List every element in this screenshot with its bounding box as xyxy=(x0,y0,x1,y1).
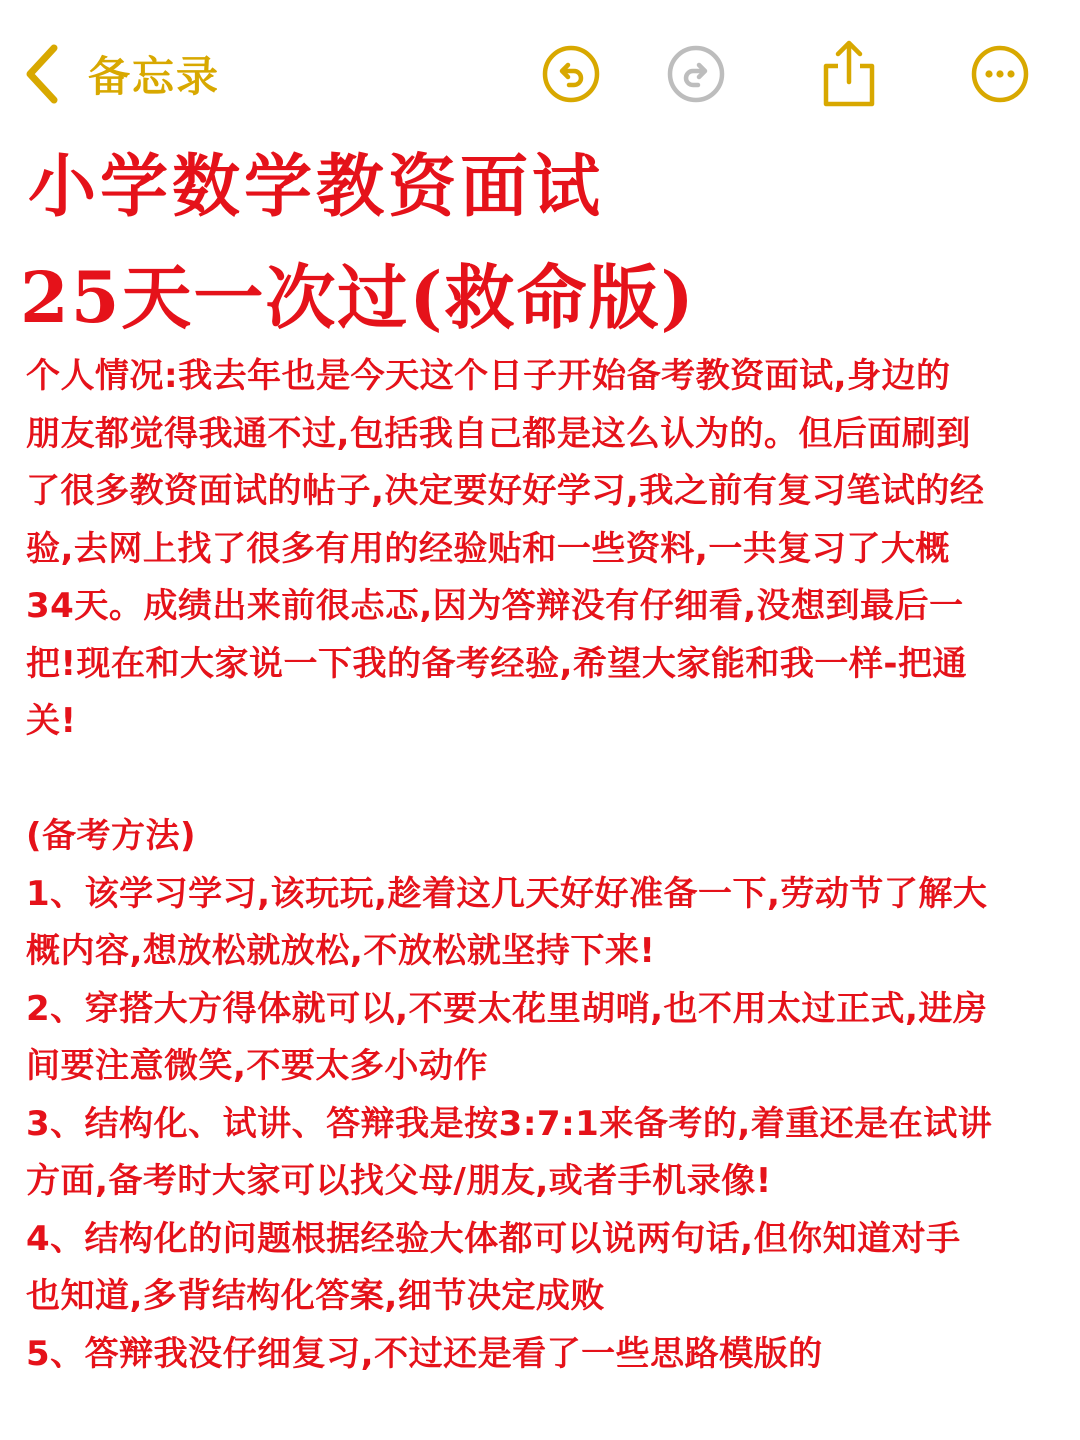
undo-icon xyxy=(541,44,601,104)
redo-button[interactable] xyxy=(666,44,726,104)
note-line: 4、结构化的问题根据经验大体都可以说两句话,但你知道对手 xyxy=(26,1218,961,1259)
note-line: 1、该学习学习,该玩玩,趁着这几天好好准备一下,劳动节了解大 xyxy=(26,873,988,914)
note-line: 个人情况:我去年也是今天这个日子开始备考教资面试,身边的 xyxy=(26,356,951,396)
share-button[interactable] xyxy=(818,38,880,108)
share-icon xyxy=(818,38,880,108)
note-title-line2: 25天一次过(救命版) xyxy=(20,256,696,339)
note-line: 了很多教资面试的帖子,决定要好好学习,我之前有复习笔试的经 xyxy=(26,471,985,511)
note-line: 方面,备考时大家可以找父母/朋友,或者手机录像! xyxy=(26,1161,772,1201)
back-button[interactable] xyxy=(22,42,220,106)
note-body[interactable] xyxy=(26,348,1066,1383)
note-line: 验,去网上找了很多有用的经验贴和一些资料,一共复习了大概 xyxy=(26,528,950,569)
chevron-left-icon xyxy=(22,42,62,106)
note-line: 34天。成绩出来前很忐忑,因为答辩没有仔细看,没想到最后一 xyxy=(26,586,964,626)
note-line: 也知道,多背结构化答案,细节决定成败 xyxy=(26,1276,605,1316)
note-line: 3、结构化、试讲、答辩我是按3:7:1来备考的,着重还是在试讲 xyxy=(26,1103,993,1144)
navigation-bar xyxy=(0,0,1080,150)
note-line: 间要注意微笑,不要太多小动作 xyxy=(26,1046,488,1086)
note-line: 朋友都觉得我通不过,包括我自己都是这么认为的。但后面刷到 xyxy=(26,413,971,454)
redo-icon xyxy=(666,44,726,104)
note-section-heading: (备考方法) xyxy=(26,816,197,856)
note-line: 5、答辩我没仔细复习,不过还是看了一些思路模版的 xyxy=(26,1333,823,1374)
more-icon xyxy=(970,44,1030,104)
more-button[interactable] xyxy=(970,44,1030,104)
note-line: 概内容,想放松就放松,不放松就坚持下来! xyxy=(26,931,656,971)
note-title-line1: 小学数学教资面试 xyxy=(28,148,605,227)
note-line: 2、穿搭大方得体就可以,不要太花里胡哨,也不用太过正式,进房 xyxy=(26,988,988,1029)
note-blank-line xyxy=(26,751,1066,809)
note-line: 关! xyxy=(26,701,77,741)
back-label: 备忘录 xyxy=(88,52,221,101)
note-line: 把!现在和大家说一下我的备考经验,希望大家能和我一样-把通 xyxy=(26,643,968,684)
undo-button[interactable] xyxy=(541,44,601,104)
